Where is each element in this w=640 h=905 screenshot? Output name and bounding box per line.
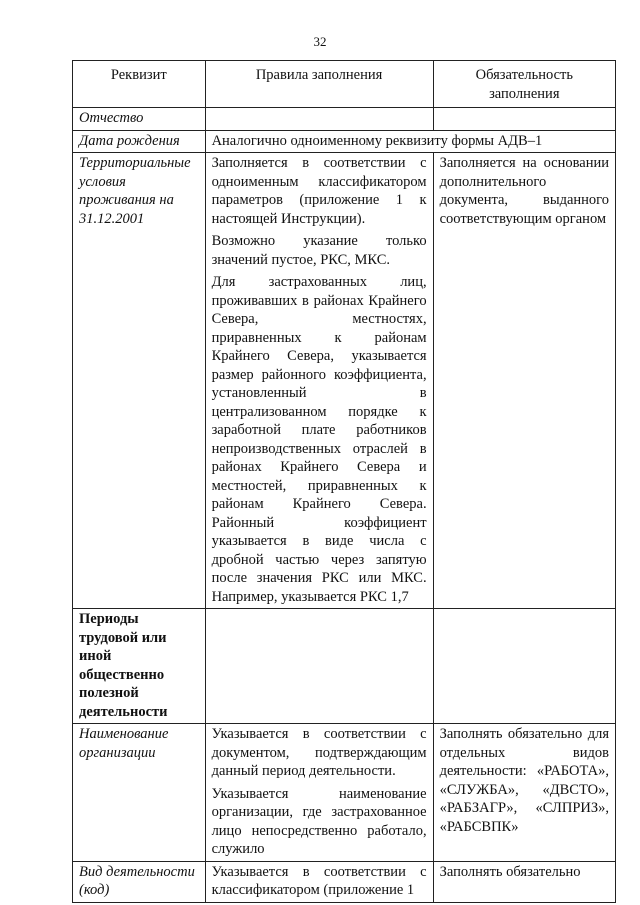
page-number: 32 bbox=[313, 34, 327, 49]
table-row bbox=[73, 108, 616, 131]
rules-cell: Указывается в соответствии с классификатором (приложение 1 bbox=[205, 861, 433, 902]
requisites-table bbox=[72, 60, 616, 903]
header-obligation: Обязательность заполнения bbox=[433, 61, 615, 108]
requisite-name: Отчество bbox=[73, 108, 206, 131]
rules-paragraph: Указывается в соответствии с документом, подтверждающим данный период деятельности. bbox=[211, 726, 427, 779]
requisite-section-name: Периоды трудовой или иной общественно полезной деятельности bbox=[73, 609, 206, 724]
rules-cell bbox=[205, 609, 433, 724]
obligation-cell: Заполнять обязательно для отдельных видов деятельности: «РАБОТА», «СЛУЖБА», «ДВСТО», «РАБЗАГР», «СЛПРИЗ», «РАБСВПК» bbox=[433, 724, 615, 862]
rules-paragraph: Указывается наименование организации, где застрахованное лицо непосредственно работало, служило bbox=[211, 785, 427, 857]
rules-cell bbox=[205, 724, 433, 862]
rules-cell bbox=[205, 108, 433, 131]
obligation-cell: Заполняется на основании дополнительного документа, выданного соответствующим органом bbox=[433, 153, 615, 609]
header-rules: Правила заполнения bbox=[205, 61, 433, 108]
rules-cell bbox=[205, 153, 433, 609]
obligation-cell: Заполнять обязательно bbox=[433, 861, 615, 902]
rules-cell: Аналогично одноименному реквизиту формы АДВ–1 bbox=[205, 130, 615, 153]
requisite-name: Дата рождения bbox=[73, 130, 206, 153]
table-row bbox=[73, 153, 616, 609]
table-row bbox=[73, 724, 616, 862]
requisite-name: Территориальные условия проживания на 31.12.2001 bbox=[73, 153, 206, 609]
header-requisite: Реквизит bbox=[73, 61, 206, 108]
requisite-name: Наименование организации bbox=[73, 724, 206, 862]
requisite-name: Вид деятельности (код) bbox=[73, 861, 206, 902]
rules-paragraph: Возможно указание только значений пустое, РКС, МКС. bbox=[211, 233, 427, 268]
obligation-cell bbox=[433, 609, 615, 724]
table-row bbox=[73, 861, 616, 902]
obligation-cell bbox=[433, 108, 615, 131]
table-header-row bbox=[73, 61, 616, 108]
table-row bbox=[73, 609, 616, 724]
table-row bbox=[73, 130, 616, 153]
rules-paragraph: Заполняется в соответствии с одноименным классификатором параметров (приложение 1 к настоящей Инструкции). bbox=[211, 155, 427, 227]
rules-paragraph: Для застрахованных лиц, проживавших в районах Крайнего Севера, местностях, приравненных к районам Крайнего Севера, указывается размер районного коэффициента, установленный в централизованном порядке к заработной плате работников непроизводственных отраслей в районах Крайнего Севера и местностей, приравненных к районам Крайнего Севера. Районный коэффициент указывается в виде числа с дробной частью через запятую после значения РКС или МКС. Например, указывается РКС 1,7 bbox=[211, 274, 427, 605]
